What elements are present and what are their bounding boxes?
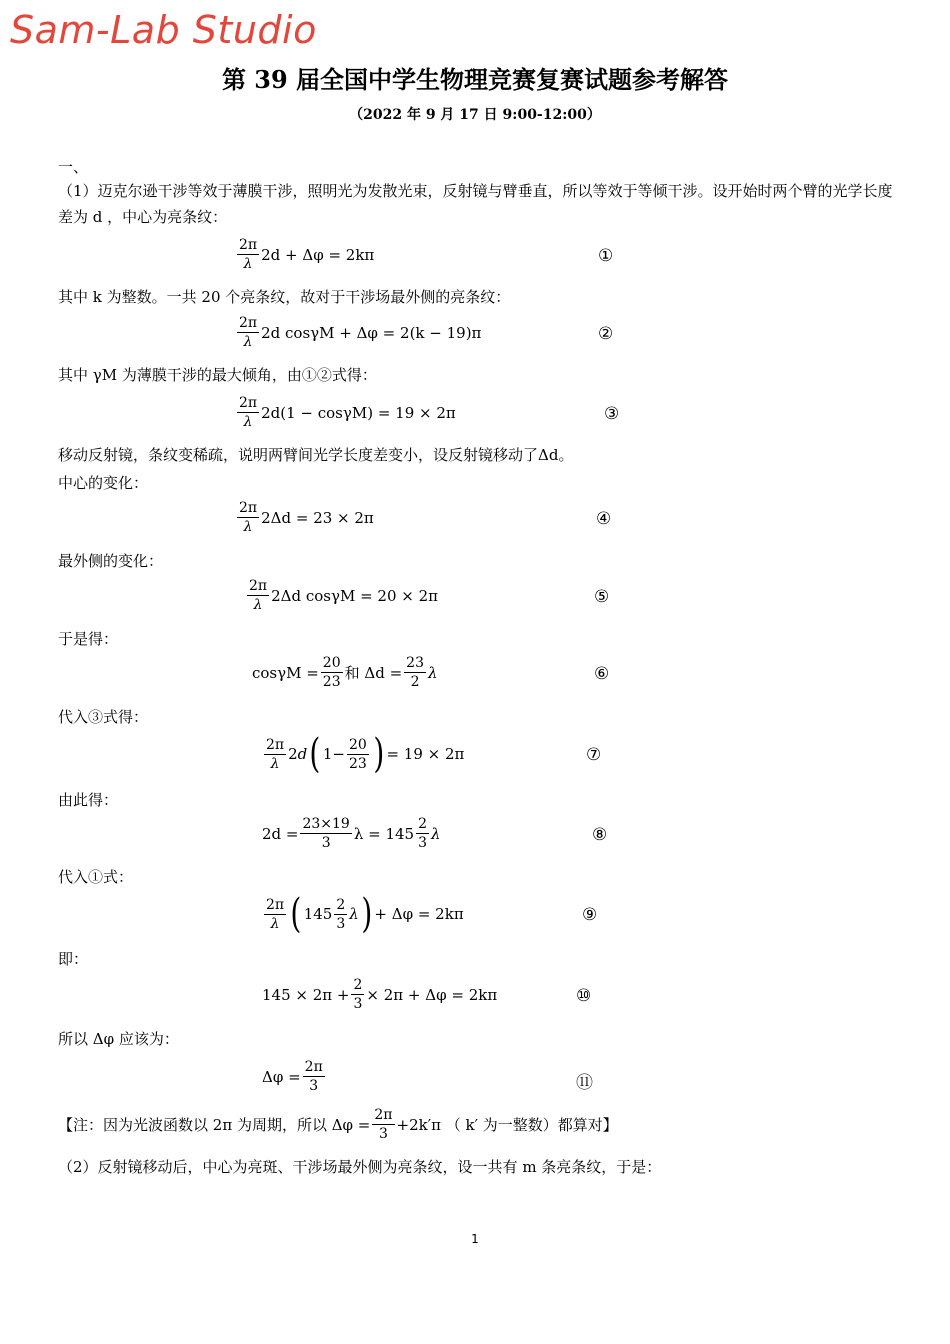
paragraph-6: 最外侧的变化： [58, 552, 164, 570]
equation-7: $\frac{2\pi}{\lambda}$ 2d ( 1− $\frac{20}{23}$ ) = 19 × 2π [266, 731, 465, 777]
paragraph-8: 代入③式得： [58, 708, 149, 726]
equation-4: $\frac{2\pi}{\lambda}$ 2Δd = 23 × 2π [239, 500, 374, 535]
studio-logo: Sam-Lab Studio [10, 8, 317, 52]
eq-number-1: ① [598, 246, 614, 266]
equation-8: 2d = $\frac{23\times 19}{3}$ λ = 145 $\frac{2}{3}$ λ [262, 816, 441, 851]
eq-number-6: ⑥ [594, 664, 610, 684]
equation-1: $\frac{2\pi}{\lambda}$ 2d + Δφ = 2kπ [239, 237, 375, 272]
paragraph-5: 中心的变化： [58, 474, 149, 492]
eq-number-8: ⑧ [592, 825, 608, 845]
equation-9: $\frac{2\pi}{\lambda}$ ( 145 $\frac{2}{3}$ λ ) + Δφ = 2kπ [266, 891, 464, 937]
equation-3: $\frac{2\pi}{\lambda}$ 2d(1 − cosγM) = 19 × 2π [239, 395, 456, 430]
paragraph-10: 代入①式： [58, 868, 134, 886]
paragraph-12: 所以 Δφ 应该为： [58, 1030, 179, 1048]
paragraph-2: 其中 k 为整数。一共 20 个亮条纹，故对于干涉场最外侧的亮条纹： [58, 288, 511, 306]
eq-number-4: ④ [596, 509, 612, 529]
paragraph-11: 即： [58, 950, 89, 968]
eq-number-11: ⑪ [576, 1073, 593, 1093]
equation-6: cosγM = $\frac{20}{23}$ 和 Δd = $\frac{23}{2}$ λ [252, 655, 438, 690]
eq-number-10: ⑩ [576, 986, 592, 1006]
section-heading: 一、 [58, 158, 89, 176]
paragraph-9: 由此得： [58, 791, 119, 809]
equation-11: Δφ = $\frac{2\pi}{3}$ [262, 1059, 323, 1094]
equation-10: 145 × 2π + $\frac{2}{3}$ × 2π + Δφ = 2kπ [262, 977, 498, 1012]
eq-number-7: ⑦ [586, 745, 602, 765]
paragraph-1: （1）迈克尔逊干涉等效于薄膜干涉，照明光为发散光束，反射镜与臂垂直，所以等效于等倾干涉。设开始时两个臂的光学长度差为 d ，中心为亮条纹： [58, 182, 893, 226]
paragraph-4: 移动反射镜，条纹变稀疏，说明两臂间光学长度差变小，设反射镜移动了Δd。 [58, 446, 574, 464]
page-title: 第 39 届全国中学生物理竞赛复赛试题参考解答 [221, 65, 729, 94]
eq-number-9: ⑨ [582, 905, 598, 925]
exam-date: （2022 年 9 月 17 日 9:00-12:00） [349, 107, 601, 123]
equation-5: $\frac{2\pi}{\lambda}$ 2Δd cosγM = 20 × 2π [249, 578, 439, 613]
paragraph-7: 于是得： [58, 630, 119, 648]
paragraph-13: （2）反射镜移动后，中心为亮斑、干涉场最外侧为亮条纹，设一共有 m 条亮条纹，于是： [58, 1158, 662, 1176]
eq-number-5: ⑤ [594, 587, 610, 607]
equation-2: $\frac{2\pi}{\lambda}$ 2d cosγM + Δφ = 2(k − 19)π [239, 315, 482, 350]
eq-number-2: ② [598, 324, 614, 344]
note-line: 【注：因为光波函数以 2π 为周期，所以 Δφ = $\frac{2\pi}{3}$ +2k′π （ k′ 为一整数）都算对】 [58, 1107, 618, 1142]
page-number: 1 [471, 1232, 479, 1246]
eq-number-3: ③ [604, 404, 620, 424]
paragraph-3: 其中 γM 为薄膜干涉的最大倾角，由①②式得： [58, 366, 377, 384]
